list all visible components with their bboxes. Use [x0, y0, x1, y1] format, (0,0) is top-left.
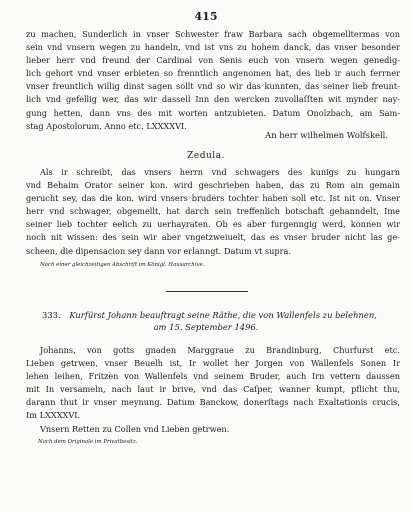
letter-addressee: An herr wilhelmen Wolfskell. — [265, 130, 388, 140]
text-line: sein vnd vnsern wegen zu handeln, vnd ist vns zu hohem danck, das vnser besonder — [26, 42, 400, 53]
text-line: lehen leihen, Fritzen von Wallenfels vnd seinem Bruder, auch Irn vettern daussen — [26, 371, 400, 382]
text-line: lieber herr vnd freund der Cardinal von Senis euch von vnsern wegen genedig- — [26, 55, 400, 66]
text-line: vnd Behaim Orator seiner kon. wird geschrieben haben, das zu Rom ain gemain — [26, 180, 400, 191]
document-number: 333. — [42, 310, 61, 320]
text-line: seiner lieb tochter eelich zu uerhayraten. Ob es aber furgenngig werd, konnen wir — [26, 219, 400, 230]
text-line: noch nit wissen: des sein wir aber vngetzweiuelt, das es vnser bruder nicht las ge- — [26, 232, 400, 243]
letter-body — [26, 28, 400, 133]
text-line: herr vnd schwager, obgemellt, hat darch sein treffenlich botschaft gehanndelt, Ime — [26, 206, 400, 217]
text-line: Vnsern Retten zu Collen vnd Lieben getrwen. — [40, 423, 230, 434]
section-heading: Zedula. — [187, 151, 225, 161]
charter-body — [26, 344, 400, 436]
source-note: Nach einer gleichzeitigen Abschrift im Königl. Hausarchive. — [40, 262, 205, 268]
source-note: Nach dem Originale im Privatbesitz. — [38, 439, 138, 445]
text-line: gung hetten, dann vns des mit worten antzubieten. Datum Onolzbach, am Sam- — [26, 107, 400, 118]
text-line: Im LXXXXVI. — [26, 410, 81, 421]
zedula-body — [26, 166, 400, 258]
document-title-text: Kurfürst Johann beauftragt seine Räthe, die von Wallenfels zu belehnen, — [69, 310, 377, 320]
text-line: stag Apostolorum, Anno etc. LXXXXVI. — [26, 120, 187, 131]
text-line: Lieben getrwen, vnser Beuelh ist, Ir wollet her Jorgen von Wallenfels Sonen Ir — [26, 358, 400, 369]
document-title — [42, 310, 410, 320]
text-line: vnser freuntlich willig dinst sagen sollt vnd so wir das kunnten, das seiner lieb freunt- — [26, 81, 400, 92]
text-line: scheen, die dipensacion sey dann vor erlanngt. Datum vt supra. — [26, 245, 292, 256]
text-line: lich gehort vnd vnser erbieten so frenntlich angenomen hat, des lieb ir auch ferrner — [26, 68, 400, 79]
text-line: mit In versameln, nach laut ir brive, vnd das Caſper, wanner kumpt, pflicht thu, — [26, 384, 400, 395]
text-line: Johanns, von gotts gnaden Marggraue zu Brandinburg, Churfurst etc. — [40, 345, 400, 355]
page-number: 415 — [194, 10, 218, 23]
section-divider — [166, 291, 248, 292]
document-date: am 15. September 1496. — [153, 322, 259, 332]
text-line: zu machen, Sunderlich in vnser Schwester fraw Barbara sach obgemelltermas von — [26, 29, 400, 39]
text-line: darann thut ir vnser meynung. Datum Banckow, donerſtags nach Exaltationis crucis, — [26, 397, 400, 408]
text-line: Als ir schreibt, das vnsers herrn vnd schwagers des kunigs zu hungarn — [40, 167, 400, 177]
text-line: lich vnd gefellig wer, das wir dassell Inn den wercken zuvollaſſten wit mynder nay- — [26, 94, 400, 105]
text-line: gerucht sey, das die kon. wird vnsers bruders tochter haben soll etc. Ist nit on. Vnser — [26, 193, 400, 204]
